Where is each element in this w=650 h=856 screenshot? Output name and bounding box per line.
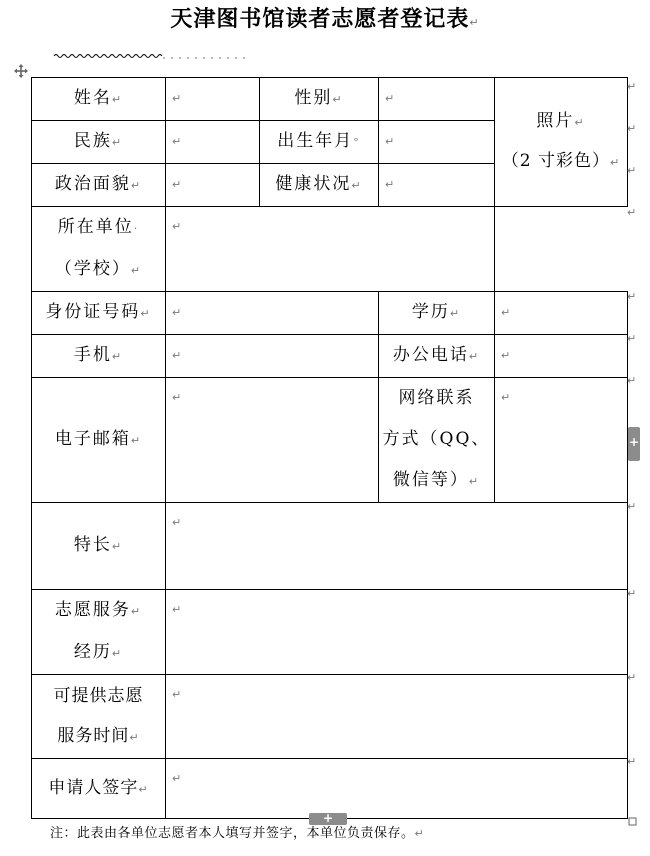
available-time-field[interactable]: ↵ [166,675,628,759]
row-end-mark: ↵ [627,332,637,345]
plus-icon: + [629,435,640,449]
footer-note: 注：此表由各单位志愿者本人填写并签字，本单位负责保存。↵ [50,826,425,841]
ethnicity-field[interactable]: ↵ [166,121,260,164]
table-row [32,675,628,759]
registration-form-table [31,77,628,819]
birth-field[interactable]: ↵ [379,121,495,164]
politics-field[interactable]: ↵ [166,164,260,207]
photo-label: 照片↵ [536,111,586,131]
gender-label: 性别↵ [260,78,379,121]
online-contact-field[interactable]: ↵ [495,378,628,503]
id-number-label: 身份证号码↵ [32,292,166,335]
office-phone-label: 办公电话↵ [379,335,495,378]
paragraph-mark: ↵ [469,16,480,29]
mobile-label: 手机↵ [32,335,166,378]
education-label: 学历↵ [379,292,495,335]
row-end-mark: ↵ [627,500,637,513]
ethnicity-label: 民族↵ [32,121,166,164]
table-row [32,503,628,590]
row-end-mark: ↵ [627,587,637,600]
plus-icon: + [323,811,334,825]
row-end-mark: ↵ [627,290,637,303]
photo-size-label: （2 寸彩色）↵ [501,151,621,171]
name-field[interactable]: ↵ [166,78,260,121]
row-end-mark: ↵ [627,164,637,177]
health-label: 健康状况↵ [260,164,379,207]
document-title [0,2,650,33]
email-label: 电子邮箱↵ [32,378,166,503]
office-phone-field[interactable]: ↵ [495,335,628,378]
specialty-label: 特长↵ [32,503,166,590]
specialty-field[interactable]: ↵ [166,503,628,590]
available-time-label: 可提供志愿 服务时间↵ [32,675,166,759]
row-end-mark: ↵ [627,80,637,93]
row-end-mark: ↵ [627,374,637,387]
name-label: 姓名↵ [32,78,166,121]
row-end-mark: ↵ [627,755,637,768]
id-number-field[interactable]: ↵ [166,292,379,335]
email-field[interactable]: ↵ [166,378,379,503]
wavy-underline-decoration [52,50,252,64]
title-text: 天津图书馆读者志愿者登记表 [170,7,470,32]
gender-field[interactable]: ↵ [379,78,495,121]
row-end-mark: ↵ [627,206,637,219]
photo-box[interactable] [495,78,628,207]
unit-field[interactable]: ↵ [166,207,495,292]
row-end-mark: ↵ [627,671,637,684]
online-contact-label: 网络联系 方式（QQ、 微信等）↵ [379,378,495,503]
signature-label: 申请人签字↵ [32,759,166,819]
table-row [32,78,628,121]
experience-label: 志愿服务↵ 经历↵ [32,590,166,675]
move-icon[interactable] [14,64,28,78]
birth-label: 出生年月° [260,121,379,164]
resize-icon[interactable] [626,815,638,827]
experience-field[interactable]: ↵ [166,590,628,675]
table-row [32,292,628,335]
add-column-button[interactable] [628,427,640,461]
mobile-field[interactable]: ↵ [166,335,379,378]
signature-field[interactable]: ↵ [166,759,628,819]
health-field[interactable]: ↵ [379,164,495,207]
unit-label: 所在单位· （学校）↵ [32,207,166,292]
table-row [32,335,628,378]
table-row [32,378,628,503]
table-row [32,590,628,675]
education-field[interactable]: ↵ [495,292,628,335]
politics-label: 政治面貌↵ [32,164,166,207]
table-row [32,759,628,819]
table-row [32,207,628,292]
row-end-mark: ↵ [627,122,637,135]
